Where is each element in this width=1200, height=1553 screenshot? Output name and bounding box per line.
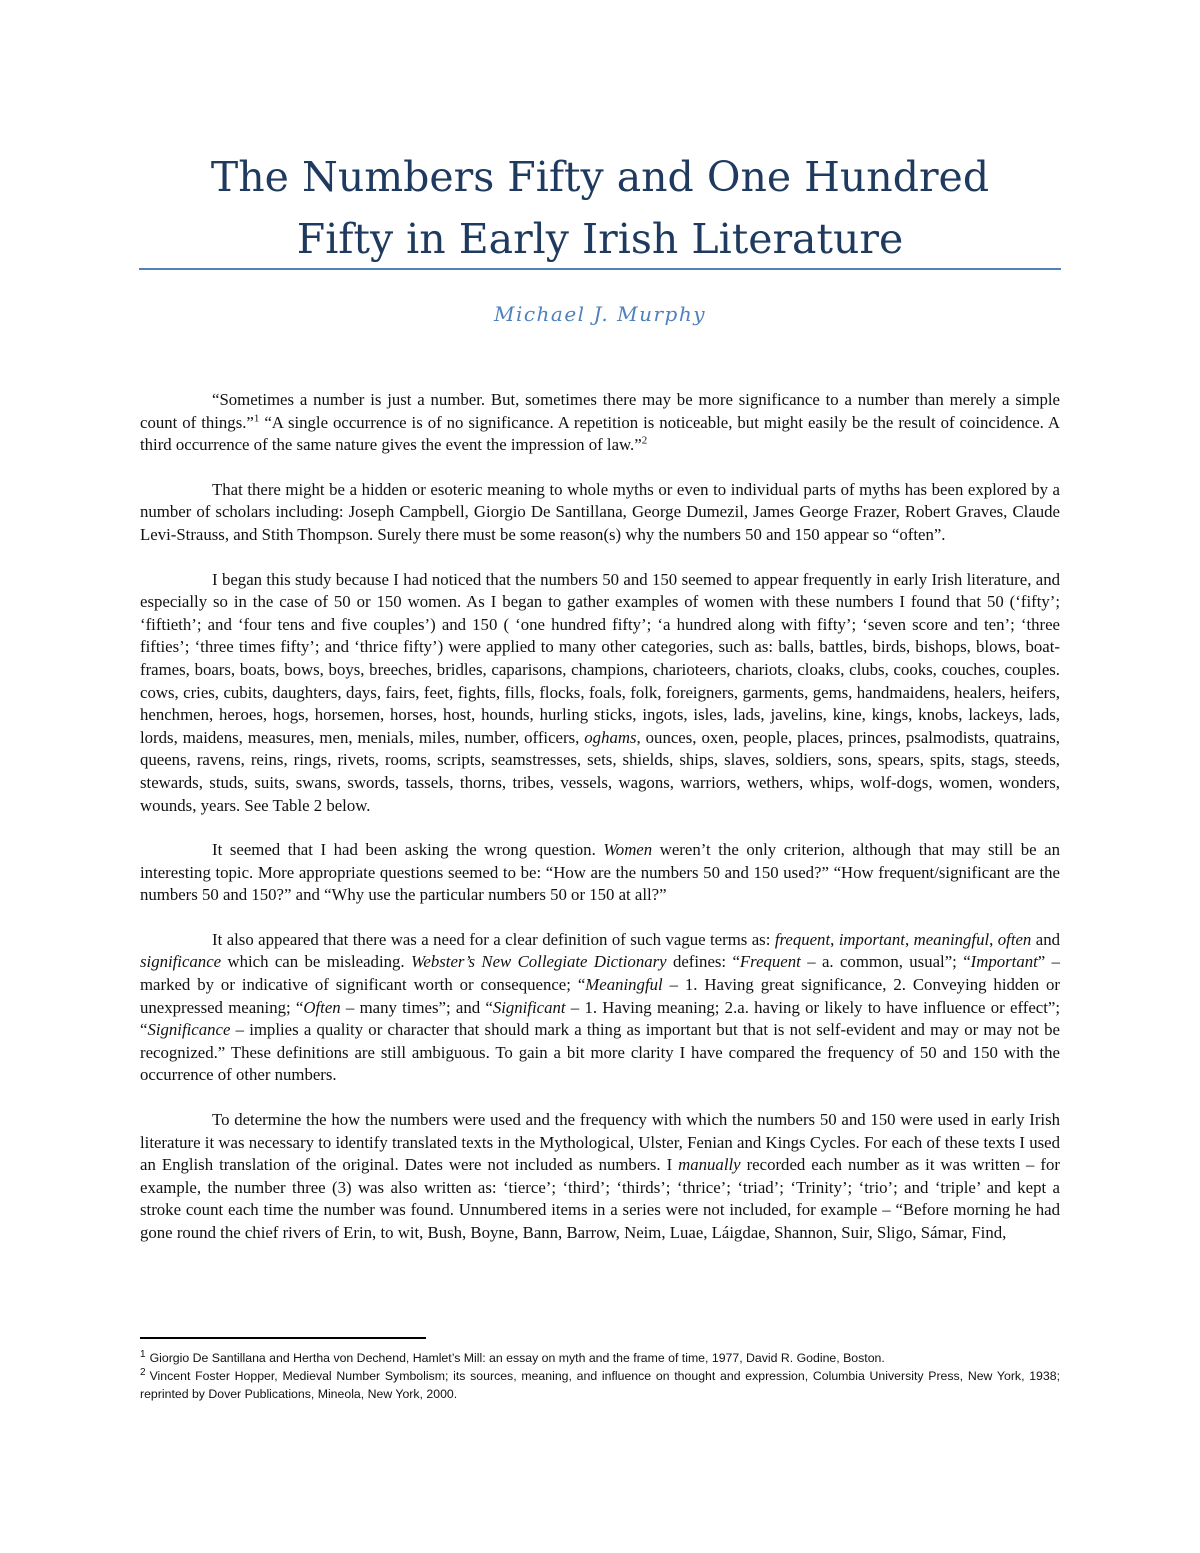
p5-italic-11: Significant — [492, 997, 566, 1017]
paragraph-6-italic: manually — [678, 1155, 741, 1175]
footnote-divider — [140, 1337, 426, 1339]
paragraph-1-part-b: “A single occurrence is of no significance. A repetition is noticeable, but might easily be the result of coincidence. A third occurrence of the same nature gives the event the impression of law.” — [140, 412, 1061, 455]
footnote-1-text: Giorgio De Santillana and Hertha von Dechend, Hamlet’s Mill: an essay on myth and the frame of time, 1977, David R. Godine, Boston. — [149, 1351, 885, 1365]
p5-text-9: ” – marked by or indicative of significant worth or consequence; “ — [140, 952, 1060, 995]
paragraph-4-part-b: weren’t the only criterion, although that may still be an interesting topic. More appropriate questions seemed to be: “How are the numbers 50 and 150 used?” “How frequent/significant are the numbers 50 and 150?” and “Why use the particular numbers 50 or 150 at all?” — [140, 840, 1060, 905]
p5-text-12: – 1. Having meaning; 2.a. having or likely to have influence or effect”; “ — [140, 997, 1061, 1040]
p5-text-13: – implies a quality or character that should mark a thing as important but that is not self-evident and may or may not be recognized.” These definitions are still ambiguous. To gain a bit more clarity I have compared the frequency of 50 and 150 with the occurrence of other numbers. — [140, 1020, 1060, 1085]
title-divider — [139, 268, 1061, 270]
p5-text-4: , — [989, 929, 998, 949]
paragraph-1-part-a: “Sometimes a number is just a number. But, sometimes there may be more significance to a number than merely a simple count of things.” — [140, 390, 1060, 432]
p5-italic-7: Frequent — [739, 952, 801, 972]
paragraph-6 — [140, 1109, 1060, 1245]
p5-italic-5: significance — [140, 952, 222, 972]
paragraph-5 — [140, 929, 1060, 1087]
page-title — [140, 146, 1060, 270]
footnote-2-text: Vincent Foster Hopper, Medieval Number Symbolism; its sources, meaning, and influence on thought and expression, Columbia University Press, New York, 1938; reprinted by Dover Publications, Mineola, New York, 2000. — [140, 1369, 1060, 1401]
title-line-2: Fifty in Early Irish Literature — [296, 215, 904, 263]
p5-italic-4: often — [997, 929, 1032, 949]
p5-text-3: , — [904, 929, 914, 949]
paragraph-4-italic: Women — [603, 840, 653, 860]
footnote-2 — [140, 1367, 1060, 1403]
p5-text-7: defines: “ — [666, 952, 740, 972]
p5-text-6: which can be misleading. — [221, 952, 411, 972]
footnote-2-number: 2 — [140, 1366, 146, 1378]
paragraph-2: That there might be a hidden or esoteric meaning to whole myths or even to individual parts of myths has been explored by a number of scholars including: Joseph Campbell, Giorgio De Santillana, George Dumezil, James George Frazer, Robert Graves, Claude Levi-Strauss, and Stith Thompson. Surely there must be some reason(s) why the numbers 50 and 150 appear so “often”. — [140, 479, 1060, 544]
paragraph-6-part-b: recorded each number as it was written – for example, the number three (3) was also written as: ‘tierce’; ‘third’; ‘thirds’; ‘thrice’; ‘triad’; ‘Trinity’; ‘trio’; and ‘triple’ and kept a stroke count each time the number was found. Unnumbered items in a series were not included, for example – “Before morning he had gone round the chief rivers of Erin, to wit, Bush, Boyne, Bann, Barrow, Neim, Luae, Láigdae, Shannon, Suir, Sligo, Sámar, Find, — [140, 1155, 1060, 1242]
footnote-1 — [140, 1349, 1060, 1367]
paragraph-1 — [140, 389, 1060, 457]
paragraph-3-part-a: I began this study because I had noticed that the numbers 50 and 150 seemed to appear frequently in early Irish literature, and especially so in the case of 50 or 150 women. As I began to gather examples of women with these numbers I found that 50 (‘fifty’; ‘fiftieth’; and ‘four tens and five couples’) and 150 ( ‘one hundred fifty’; ‘a hundred along with fifty’; ‘seven score and ten’; ‘three fifties’; ‘three times fifty’; and ‘thrice fifty’) were applied to many other categories, such as: balls, battles, birds, bishops, blows, boat-frames, boars, boats, bows, boys, breeches, bridles, caparisons, champions, charioteers, chariots, cloaks, clubs, cooks, couches, couples. cows, cries, cubits, daughters, days, fairs, feet, fights, fills, flocks, foals, folk, foreigners, garments, gems, handmaidens, healers, heifers, henchmen, heroes, hogs, horsemen, horses, host, hounds, hurling sticks, ingots, isles, lads, javelins, kine, kings, knobs, lackeys, lads, lords, maidens, measures, men, menials, miles, number, officers, — [140, 569, 1060, 747]
p5-text-1: It also appeared that there was a need for a clear definition of such vague terms as: — [212, 929, 775, 949]
footnote-1-number: 1 — [140, 1348, 146, 1360]
paragraph-4 — [140, 839, 1060, 907]
footnote-ref-1[interactable]: 1 — [253, 412, 260, 424]
paragraph-3-italic: oghams — [584, 727, 637, 747]
p5-italic-9: Meaningful — [585, 975, 663, 995]
p5-text-11: – many times”; and “ — [340, 997, 493, 1017]
p5-italic-2: important — [838, 929, 905, 949]
footnote-ref-2[interactable]: 2 — [641, 434, 648, 447]
p5-text-5: and — [1031, 929, 1060, 949]
footnotes — [140, 1349, 1060, 1403]
p5-italic-1: frequent — [774, 929, 831, 949]
paragraph-3-part-b: , ounces, oxen, people, places, princes, psalmodists, quatrains, queens, ravens, reins, rings, rivets, rooms, scripts, seamstresses, sets, shields, ships, slaves, soldiers, sons, spears, spits, stags, steeds, stewards, studs, suits, swans, swords, tassels, thorns, tribes, vessels, wagons, warriors, wethers, whips, wolf-dogs, women, wonders, wounds, years. See Table 2 below. — [140, 727, 1060, 815]
p5-text-10: – 1. Having great significance, 2. Conveying hidden or unexpressed meaning; “ — [140, 975, 1060, 1017]
p5-text-2: , — [830, 929, 839, 949]
paragraph-3 — [140, 569, 1060, 818]
p5-italic-6: Webster’s New Collegiate Dictionary — [410, 952, 667, 972]
author-name: Michael J. Murphy — [493, 302, 707, 326]
p5-italic-12: Significance — [147, 1020, 231, 1040]
paragraph-6-part-a: To determine the how the numbers were used and the frequency with which the numbers 50 and 150 were used in early Irish literature it was necessary to identify translated texts in the Mythological, Ulster, Fenian and Kings Cycles. For each of these texts I used an English translation of the original. Dates were not included as numbers. I — [140, 1110, 1060, 1175]
p5-italic-8: Important — [970, 952, 1038, 972]
p5-text-8: – a. common, usual”; “ — [800, 952, 971, 972]
body-text — [140, 389, 1060, 1267]
paragraph-4-part-a: It seemed that I had been asking the wrong question. — [212, 840, 604, 860]
p5-italic-10: Often — [303, 997, 341, 1017]
title-line-1: The Numbers Fifty and One Hundred — [210, 153, 990, 201]
p5-italic-3: meaningful — [913, 929, 990, 949]
